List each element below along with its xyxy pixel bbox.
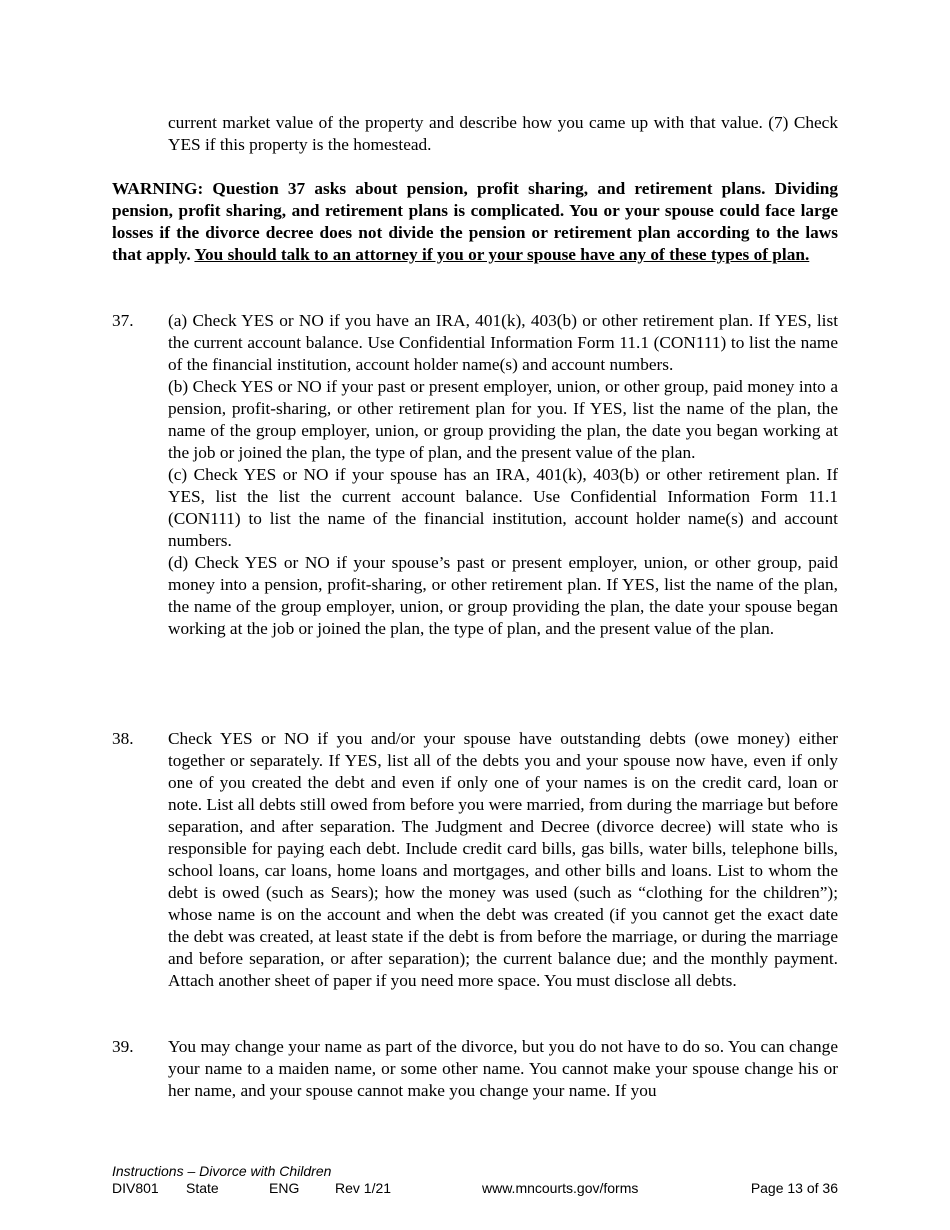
question-38-text: Check YES or NO if you and/or your spouse have outstanding debts (owe money) either together or separately. If YES, list all of the debts you and your spouse now have, even if only one of you created the debt and even if only one of your names is on the credit card, loan or note. List all debts still owed from before you were married, from during the marriage but before separation, and after separation. The Judgment and Decree (divorce decree) will state who is responsible for paying each debt. Include credit card bills, gas bills, water bills, telephone bills, school loans, car loans, home loans and mortgages, and other bills and loans. List to whom the debt is owed (such as Sears); how the money was used (such as “clothing for the children”); whose name is on the account and when the debt was created (if you cannot get the exact date the debt was created, at least state if the debt is from before the marriage, or during the marriage and before separation, or after separation); the current balance due; and the monthly payment. Attach another sheet of paper if you need more space. You must disclose all debts.	[168, 729, 838, 990]
footer-jurisdiction: State	[186, 1180, 219, 1196]
question-number: 38.	[112, 729, 134, 748]
footer-language: ENG	[269, 1180, 300, 1196]
question-37a: (a) Check YES or NO if you have an IRA, 401(k), 403(b) or other retirement plan. If YES, list the current account balance. Use Confidential Information Form 11.1 (CON111) to list the name of the financial institution, account holder name(s) and account numbers.	[168, 311, 838, 374]
question-number: 37.	[112, 311, 134, 330]
question-39-text: You may change your name as part of the divorce, but you do not have to do so. You can change your name to a maiden name, or some other name. You cannot make your spouse change his or her name, and your spouse cannot make you change your name. If you	[168, 1037, 838, 1100]
retirement-warning	[112, 178, 838, 266]
question-39	[112, 1036, 838, 1102]
footer-page-number: Page 13 of 36	[750, 1180, 838, 1196]
footer-revision: Rev 1/21	[335, 1180, 392, 1196]
question-37c: (c) Check YES or NO if your spouse has an IRA, 401(k), 403(b) or other retirement plan. If YES, list the list the current account balance. Use Confidential Information Form 11.1 (CON111) to list the name of the financial institution, account holder name(s) and account numbers.	[168, 465, 838, 550]
question-38	[112, 728, 838, 992]
question-body	[168, 728, 838, 992]
question-37b: (b) Check YES or NO if your past or present employer, union, or other group, paid money into a pension, profit-sharing, or other retirement plan for you. If YES, list the name of the plan, the name of the group employer, union, or group providing the plan, the date you began working at the job or joined the plan, the type of plan, and the present value of the plan.	[168, 377, 838, 462]
footer-form-code: DIV801	[112, 1180, 159, 1196]
footer-title: Instructions – Divorce with Children	[112, 1163, 332, 1179]
warning-bold-text: WARNING: Question 37 asks about pension, profit sharing, and retirement plans. Dividing pension, profit sharing, and retirement plans is complicated. You or your spouse could face large losses if the divorce decree does not divide the pension or retirement plan according to the laws that apply.	[112, 179, 838, 264]
warning-underlined-text: You should talk to an attorney if you or your spouse have any of these types of plan.	[194, 245, 810, 264]
question-body	[168, 310, 838, 640]
question-37	[112, 310, 838, 640]
page-footer	[112, 1163, 838, 1197]
question-body	[168, 1036, 838, 1102]
footer-website: www.mncourts.gov/forms	[482, 1180, 639, 1196]
continuation-paragraph: current market value of the property and describe how you came up with that value. (7) Check YES if this property is the homestead.	[168, 113, 838, 154]
question-37d: (d) Check YES or NO if your spouse’s past or present employer, union, or other group, paid money into a pension, profit-sharing, or other retirement plan. If YES, list the name of the plan, the name of the group employer, union, or group providing the plan, the date your spouse began working at the job or joined the plan, the type of plan, and the present value of the plan.	[168, 553, 838, 638]
question-number: 39.	[112, 1037, 134, 1056]
footer-info-row	[112, 1180, 838, 1197]
